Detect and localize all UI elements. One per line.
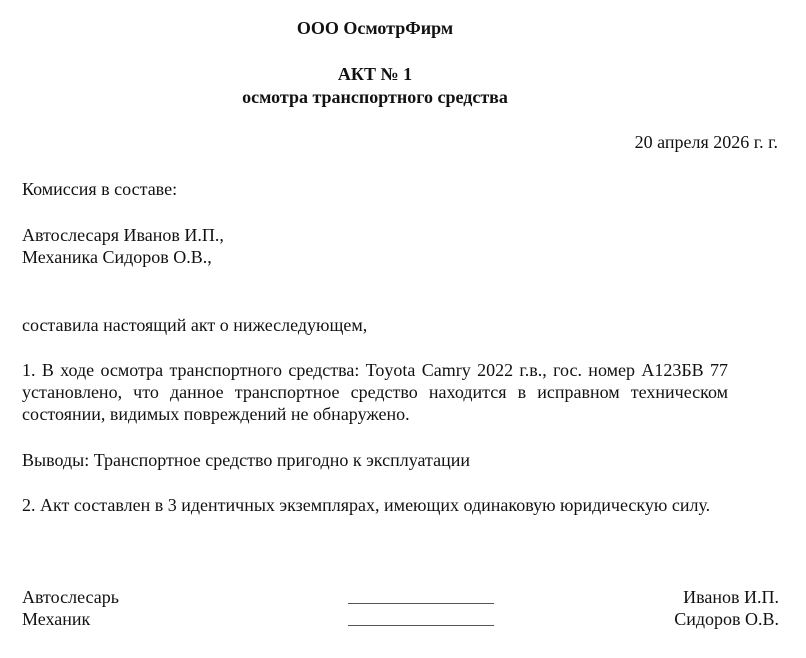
signature-name: Иванов И.П. <box>683 587 779 607</box>
signature-role: Механик <box>22 609 91 629</box>
signature-row <box>22 608 779 630</box>
clause-2: 2. Акт составлен в 3 идентичных экземплярах, имеющих одинаковую юридическую силу. <box>22 495 711 515</box>
document-subtitle: осмотра транспортного средства <box>242 87 508 107</box>
clause-1: 1. В ходе осмотра транспортного средства: Toyota Camry 2022 г.в., гос. номер А123БВ 77 установлено, что данное транспортное средство находится в исправном техническом состоянии, видимых повреждений не обнаружено. <box>22 360 728 424</box>
signature-line <box>348 586 494 608</box>
signature-name: Сидоров О.В. <box>674 609 779 629</box>
preamble: составила настоящий акт о нижеследующем, <box>22 315 368 335</box>
commission-intro: Комиссия в составе: <box>22 179 178 199</box>
signature-role: Автослесарь <box>22 587 119 607</box>
document-date: 20 апреля 2026 г. г. <box>634 132 778 152</box>
signature-row <box>22 586 779 608</box>
commission-member: Механика Сидоров О.В., <box>22 247 212 267</box>
commission-member: Автослесаря Иванов И.П., <box>22 225 224 245</box>
conclusions: Выводы: Транспортное средство пригодно к эксплуатации <box>22 450 470 470</box>
document-title: АКТ № 1 <box>337 64 413 84</box>
signature-line <box>348 608 494 630</box>
organization-name: ООО ОсмотрФирм <box>296 18 454 38</box>
